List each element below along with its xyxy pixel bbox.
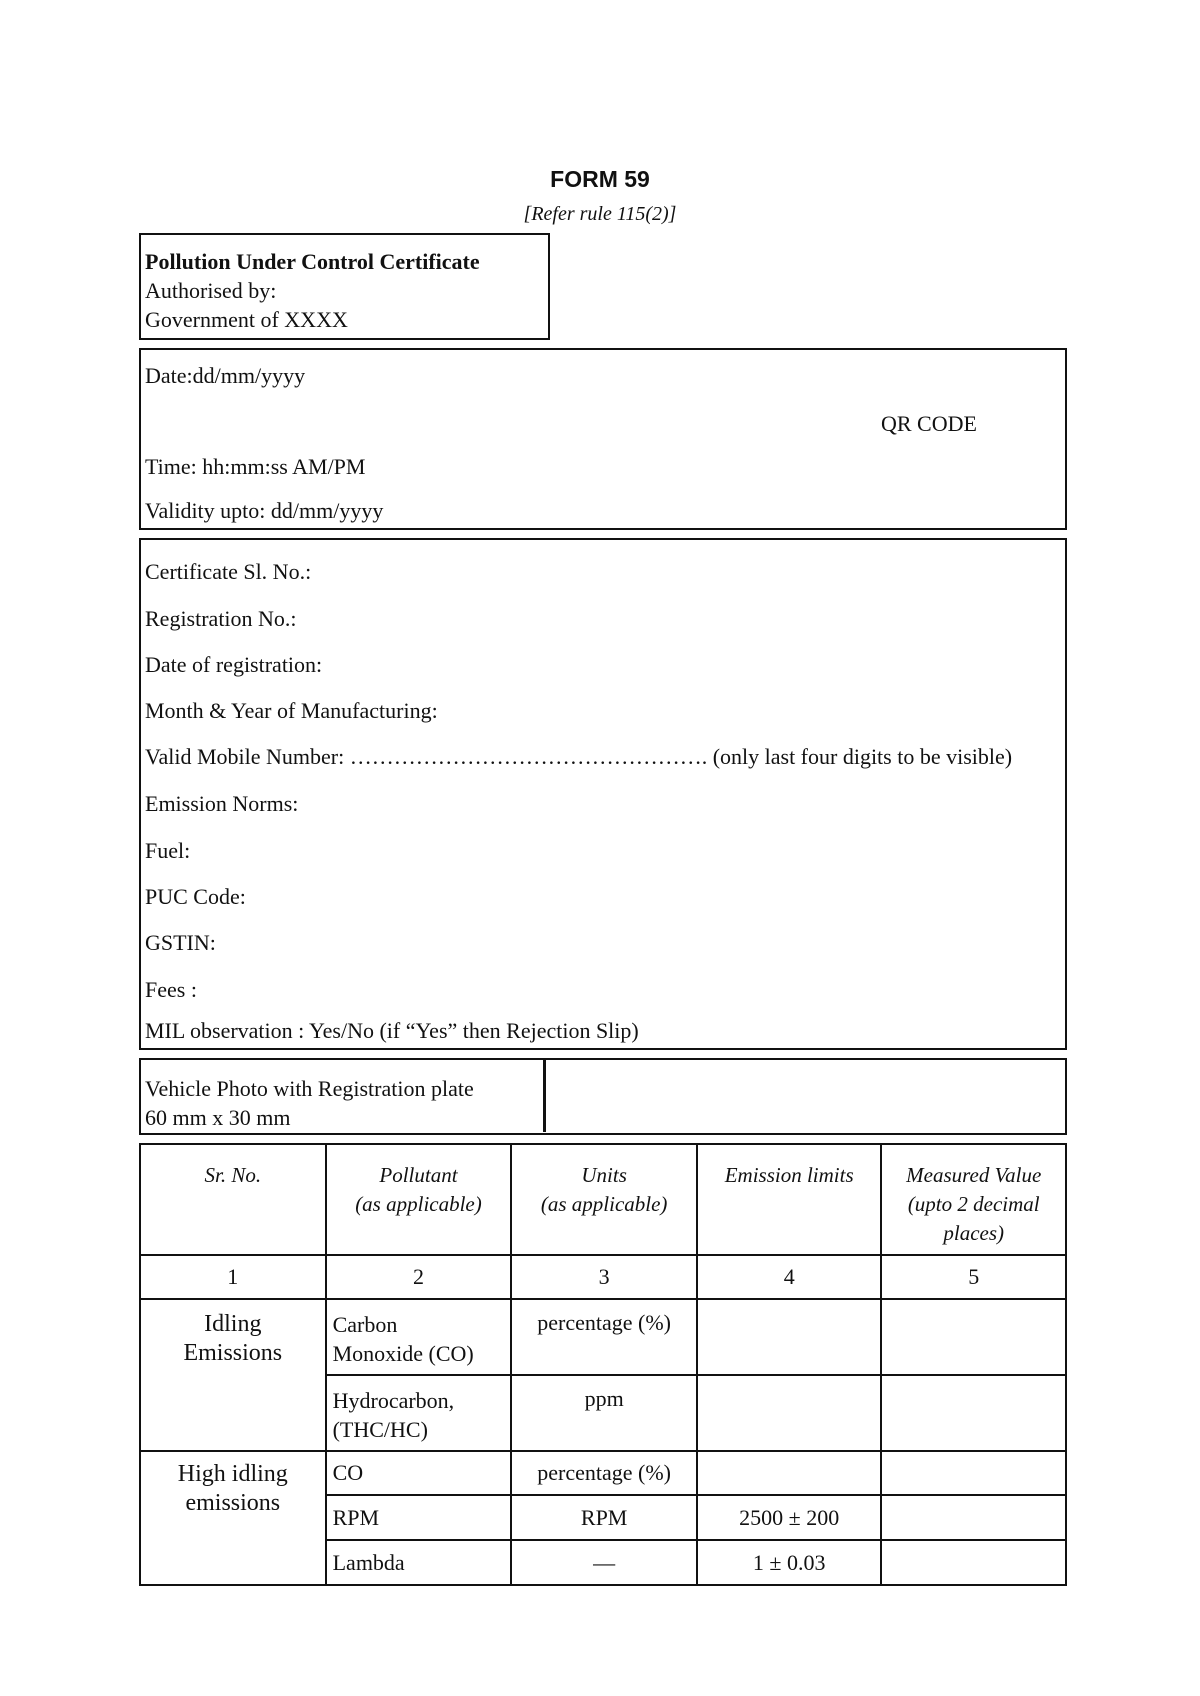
pollutant-cell: RPM bbox=[326, 1495, 512, 1540]
datetime-box bbox=[139, 348, 1067, 530]
form-rule-reference: [Refer rule 115(2)] bbox=[523, 203, 677, 225]
measured-cell bbox=[881, 1299, 1066, 1375]
table-row bbox=[140, 1299, 1066, 1375]
limit-cell: 1 ± 0.03 bbox=[697, 1540, 882, 1585]
vehicle-photo-slot bbox=[543, 1060, 546, 1132]
units-cell: percentage (%) bbox=[511, 1451, 697, 1495]
authorised-by-label: Authorised by: bbox=[145, 278, 277, 303]
validity-field: Validity upto: dd/mm/yyyy bbox=[145, 498, 384, 523]
units-cell: ppm bbox=[511, 1375, 697, 1451]
certificate-serial-field: Certificate Sl. No.: bbox=[145, 559, 312, 584]
emission-table bbox=[139, 1143, 1067, 1586]
emission-norms-field: Emission Norms: bbox=[145, 791, 299, 816]
limit-cell bbox=[697, 1299, 882, 1375]
measured-cell bbox=[881, 1375, 1066, 1451]
vehicle-photo-box bbox=[139, 1058, 1067, 1135]
limit-cell bbox=[697, 1375, 882, 1451]
measured-cell bbox=[881, 1495, 1066, 1540]
header-measured-value: Measured Value (upto 2 decimal places) bbox=[881, 1144, 1066, 1255]
pollutant-cell: Hydrocarbon, (THC/HC) bbox=[326, 1375, 512, 1451]
pollutant-cell: Lambda bbox=[326, 1540, 512, 1585]
date-field: Date:dd/mm/yyyy bbox=[145, 363, 306, 388]
qr-code-placeholder: QR CODE bbox=[881, 411, 977, 436]
header-units: Units (as applicable) bbox=[511, 1144, 697, 1255]
units-cell: RPM bbox=[511, 1495, 697, 1540]
manufacturing-date-field: Month & Year of Manufacturing: bbox=[145, 698, 438, 723]
measured-cell bbox=[881, 1451, 1066, 1495]
mil-observation-field: MIL observation : Yes/No (if “Yes” then Rejection Slip) bbox=[145, 1018, 639, 1043]
fees-field: Fees : bbox=[145, 977, 197, 1002]
vehicle-photo-label: Vehicle Photo with Registration plate bbox=[145, 1076, 474, 1101]
registration-number-field: Registration No.: bbox=[145, 606, 297, 631]
limit-cell bbox=[697, 1451, 882, 1495]
puc-code-field: PUC Code: bbox=[145, 884, 246, 909]
form-title: FORM 59 bbox=[550, 166, 650, 192]
header-pollutant: Pollutant (as applicable) bbox=[326, 1144, 512, 1255]
pollutant-cell: Carbon Monoxide (CO) bbox=[326, 1299, 512, 1375]
column-number: 2 bbox=[326, 1255, 512, 1299]
authority-box bbox=[139, 233, 550, 340]
limit-cell: 2500 ± 200 bbox=[697, 1495, 882, 1540]
pollutant-cell: CO bbox=[326, 1451, 512, 1495]
gstin-field: GSTIN: bbox=[145, 930, 216, 955]
fuel-field: Fuel: bbox=[145, 838, 191, 863]
vehicle-photo-size: 60 mm x 30 mm bbox=[145, 1105, 291, 1130]
column-number: 4 bbox=[697, 1255, 882, 1299]
measured-cell bbox=[881, 1540, 1066, 1585]
column-number: 5 bbox=[881, 1255, 1066, 1299]
units-cell: — bbox=[511, 1540, 697, 1585]
table-number-row bbox=[140, 1255, 1066, 1299]
column-number: 3 bbox=[511, 1255, 697, 1299]
group-high-idling-emissions: High idling emissions bbox=[140, 1451, 326, 1585]
time-field: Time: hh:mm:ss AM/PM bbox=[145, 454, 366, 479]
header-sr-no: Sr. No. bbox=[140, 1144, 326, 1255]
header-emission-limits: Emission limits bbox=[697, 1144, 882, 1255]
mobile-number-field: Valid Mobile Number: …………………………………………. (only last four digits to be visible) bbox=[145, 744, 1013, 769]
group-idling-emissions: Idling Emissions bbox=[140, 1299, 326, 1451]
certificate-heading: Pollution Under Control Certificate bbox=[145, 249, 480, 274]
table-header-row bbox=[140, 1144, 1066, 1255]
government-label: Government of XXXX bbox=[145, 307, 348, 332]
units-cell: percentage (%) bbox=[511, 1299, 697, 1375]
registration-date-field: Date of registration: bbox=[145, 652, 323, 677]
table-row bbox=[140, 1451, 1066, 1495]
vehicle-details-box bbox=[139, 538, 1067, 1050]
column-number: 1 bbox=[140, 1255, 326, 1299]
